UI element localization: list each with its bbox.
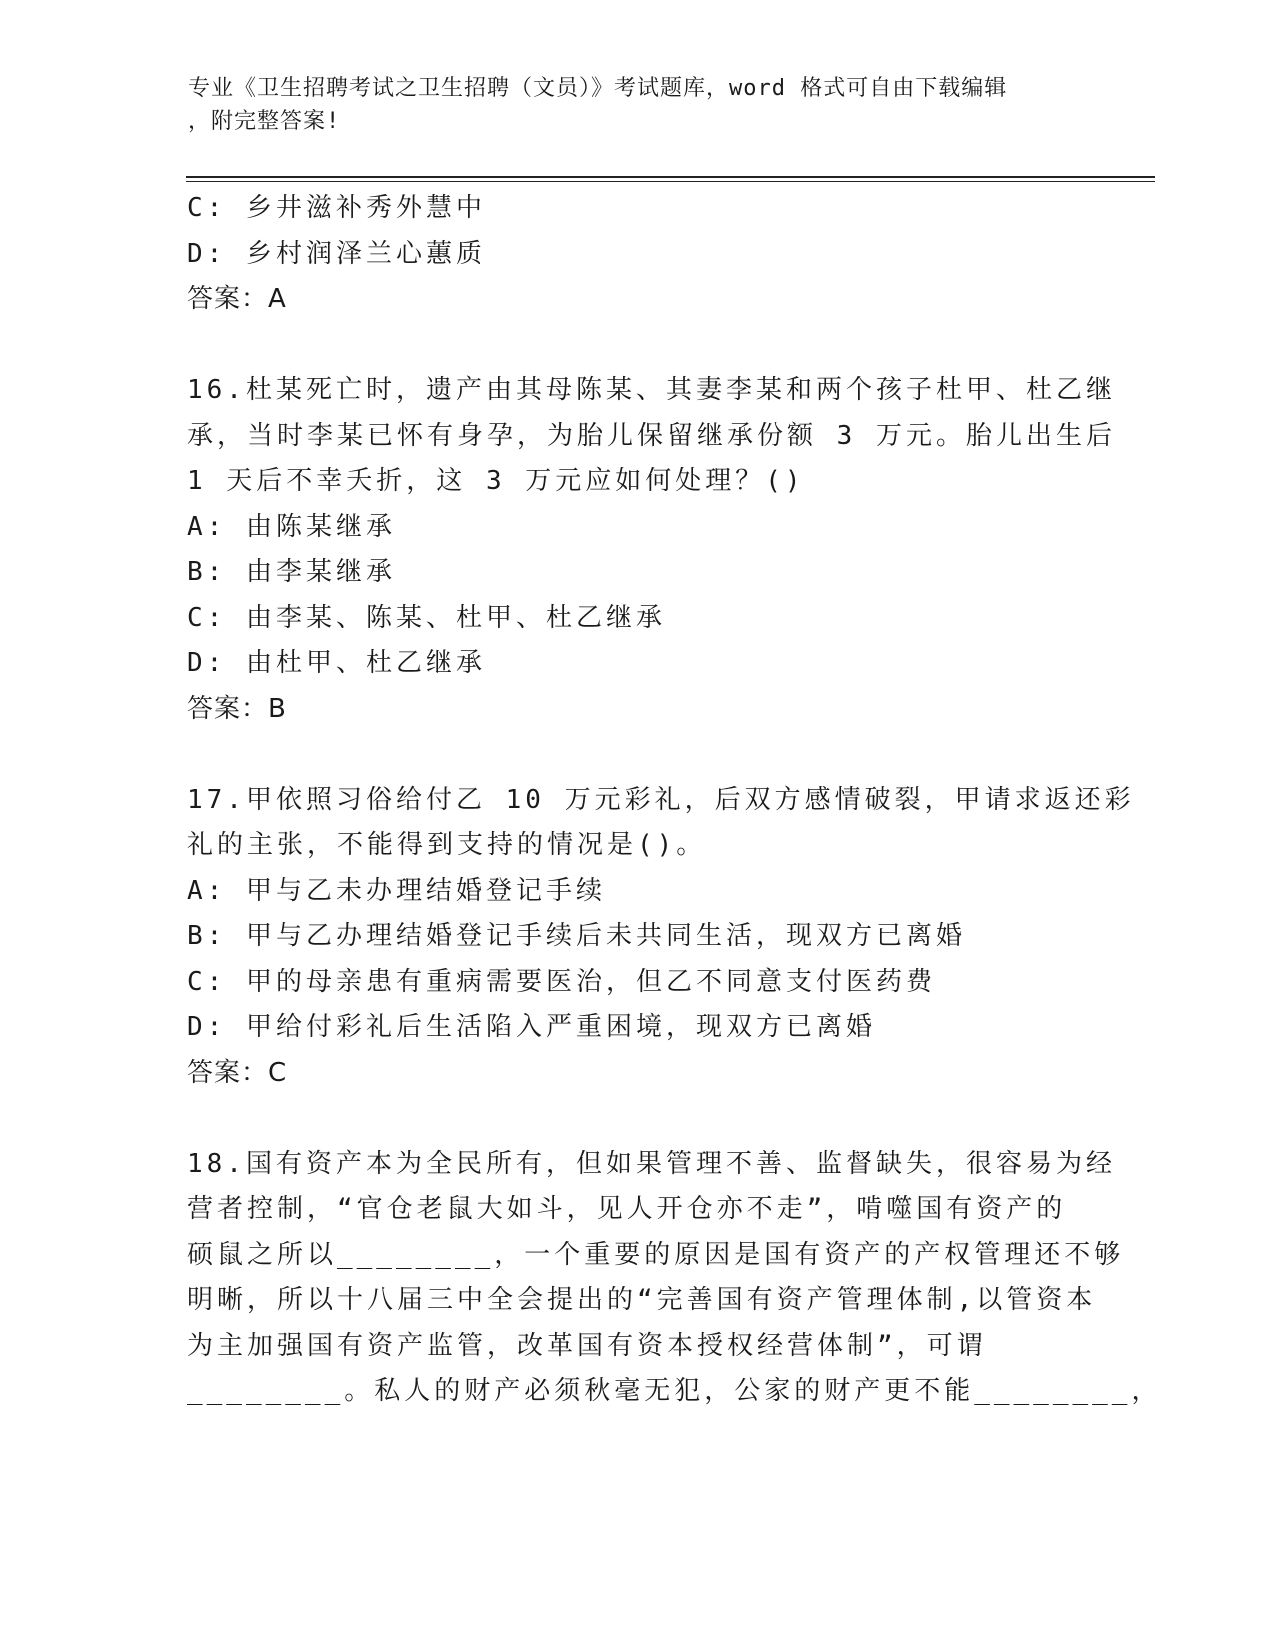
header-line-1: 专业《卫生招聘考试之卫生招聘（文员）》考试题库，word 格式可自由下载编辑 [188,76,1008,101]
answer-line: 答案：C [187,1057,288,1088]
spacer [187,323,1087,369]
question-17 [187,778,1135,1097]
question-stem-line: ________。私人的财产必须秋毫无犯，公家的财产更不能________， [187,1376,1162,1406]
option-d: D: 甲给付彩礼后生活陷入严重困境，现双方已离婚 [187,1012,876,1042]
answer-line: 答案：A [187,284,287,314]
option-c: C: 由李某、陈某、杜甲、杜乙继承 [187,602,666,633]
document-body [187,186,1162,1415]
answer-line: 答案：B [187,693,287,724]
header-line-2: ，附完整答案! [188,109,341,134]
spacer [187,1096,1087,1142]
page-header [188,72,1088,138]
previous-question-tail [187,186,1087,323]
question-stem-line: 17.甲依照习俗给付乙 10 万元彩礼，后双方感情破裂，甲请求返还彩 [187,784,1135,815]
question-stem-line: 明晰，所以十八届三中全会提出的“完善国有资产管理体制,以管资本 [187,1285,1097,1315]
option-d: D: 由杜甲、杜乙继承 [187,648,486,678]
question-stem-line: 16.杜某死亡时，遗产由其母陈某、其妻李某和两个孩子杜甲、杜乙继 [187,375,1116,405]
option-a: A: 由陈某继承 [187,511,396,542]
spacer [187,732,1087,778]
question-stem-line: 营者控制，“官仓老鼠大如斗，见人开仓亦不走”，啃噬国有资产的 [187,1194,1067,1224]
option-c: C: 甲的母亲患有重病需要医治，但乙不同意支付医药费 [187,966,936,997]
question-stem-line: 1 天后不幸夭折，这 3 万元应如何处理？() [187,466,805,496]
question-stem-line: 硕鼠之所以________，一个重要的原因是国有资产的产权管理还不够 [187,1239,1125,1270]
question-18 [187,1142,1162,1415]
header-rule-thick [186,176,1155,178]
question-16 [187,368,1116,732]
option-b: B: 甲与乙办理结婚登记手续后未共同生活，现双方已离婚 [187,921,966,951]
question-stem-line: 18.国有资产本为全民所有，但如果管理不善、监督缺失，很容易为经 [187,1148,1116,1179]
option-a: A: 甲与乙未办理结婚登记手续 [187,875,606,906]
question-stem-line: 承，当时李某已怀有身孕，为胎儿保留继承份额 3 万元。胎儿出生后 [187,420,1116,451]
option-c: C: 乡井滋补秀外慧中 [187,193,486,223]
option-b: B: 由李某继承 [187,557,396,587]
question-stem-line: 礼的主张，不能得到支持的情况是()。 [187,830,707,860]
header-rule-thin [186,181,1155,182]
question-stem-line: 为主加强国有资产监管，改革国有资本授权经营体制”，可谓 [187,1330,987,1361]
option-d: D: 乡村润泽兰心蕙质 [187,238,486,269]
